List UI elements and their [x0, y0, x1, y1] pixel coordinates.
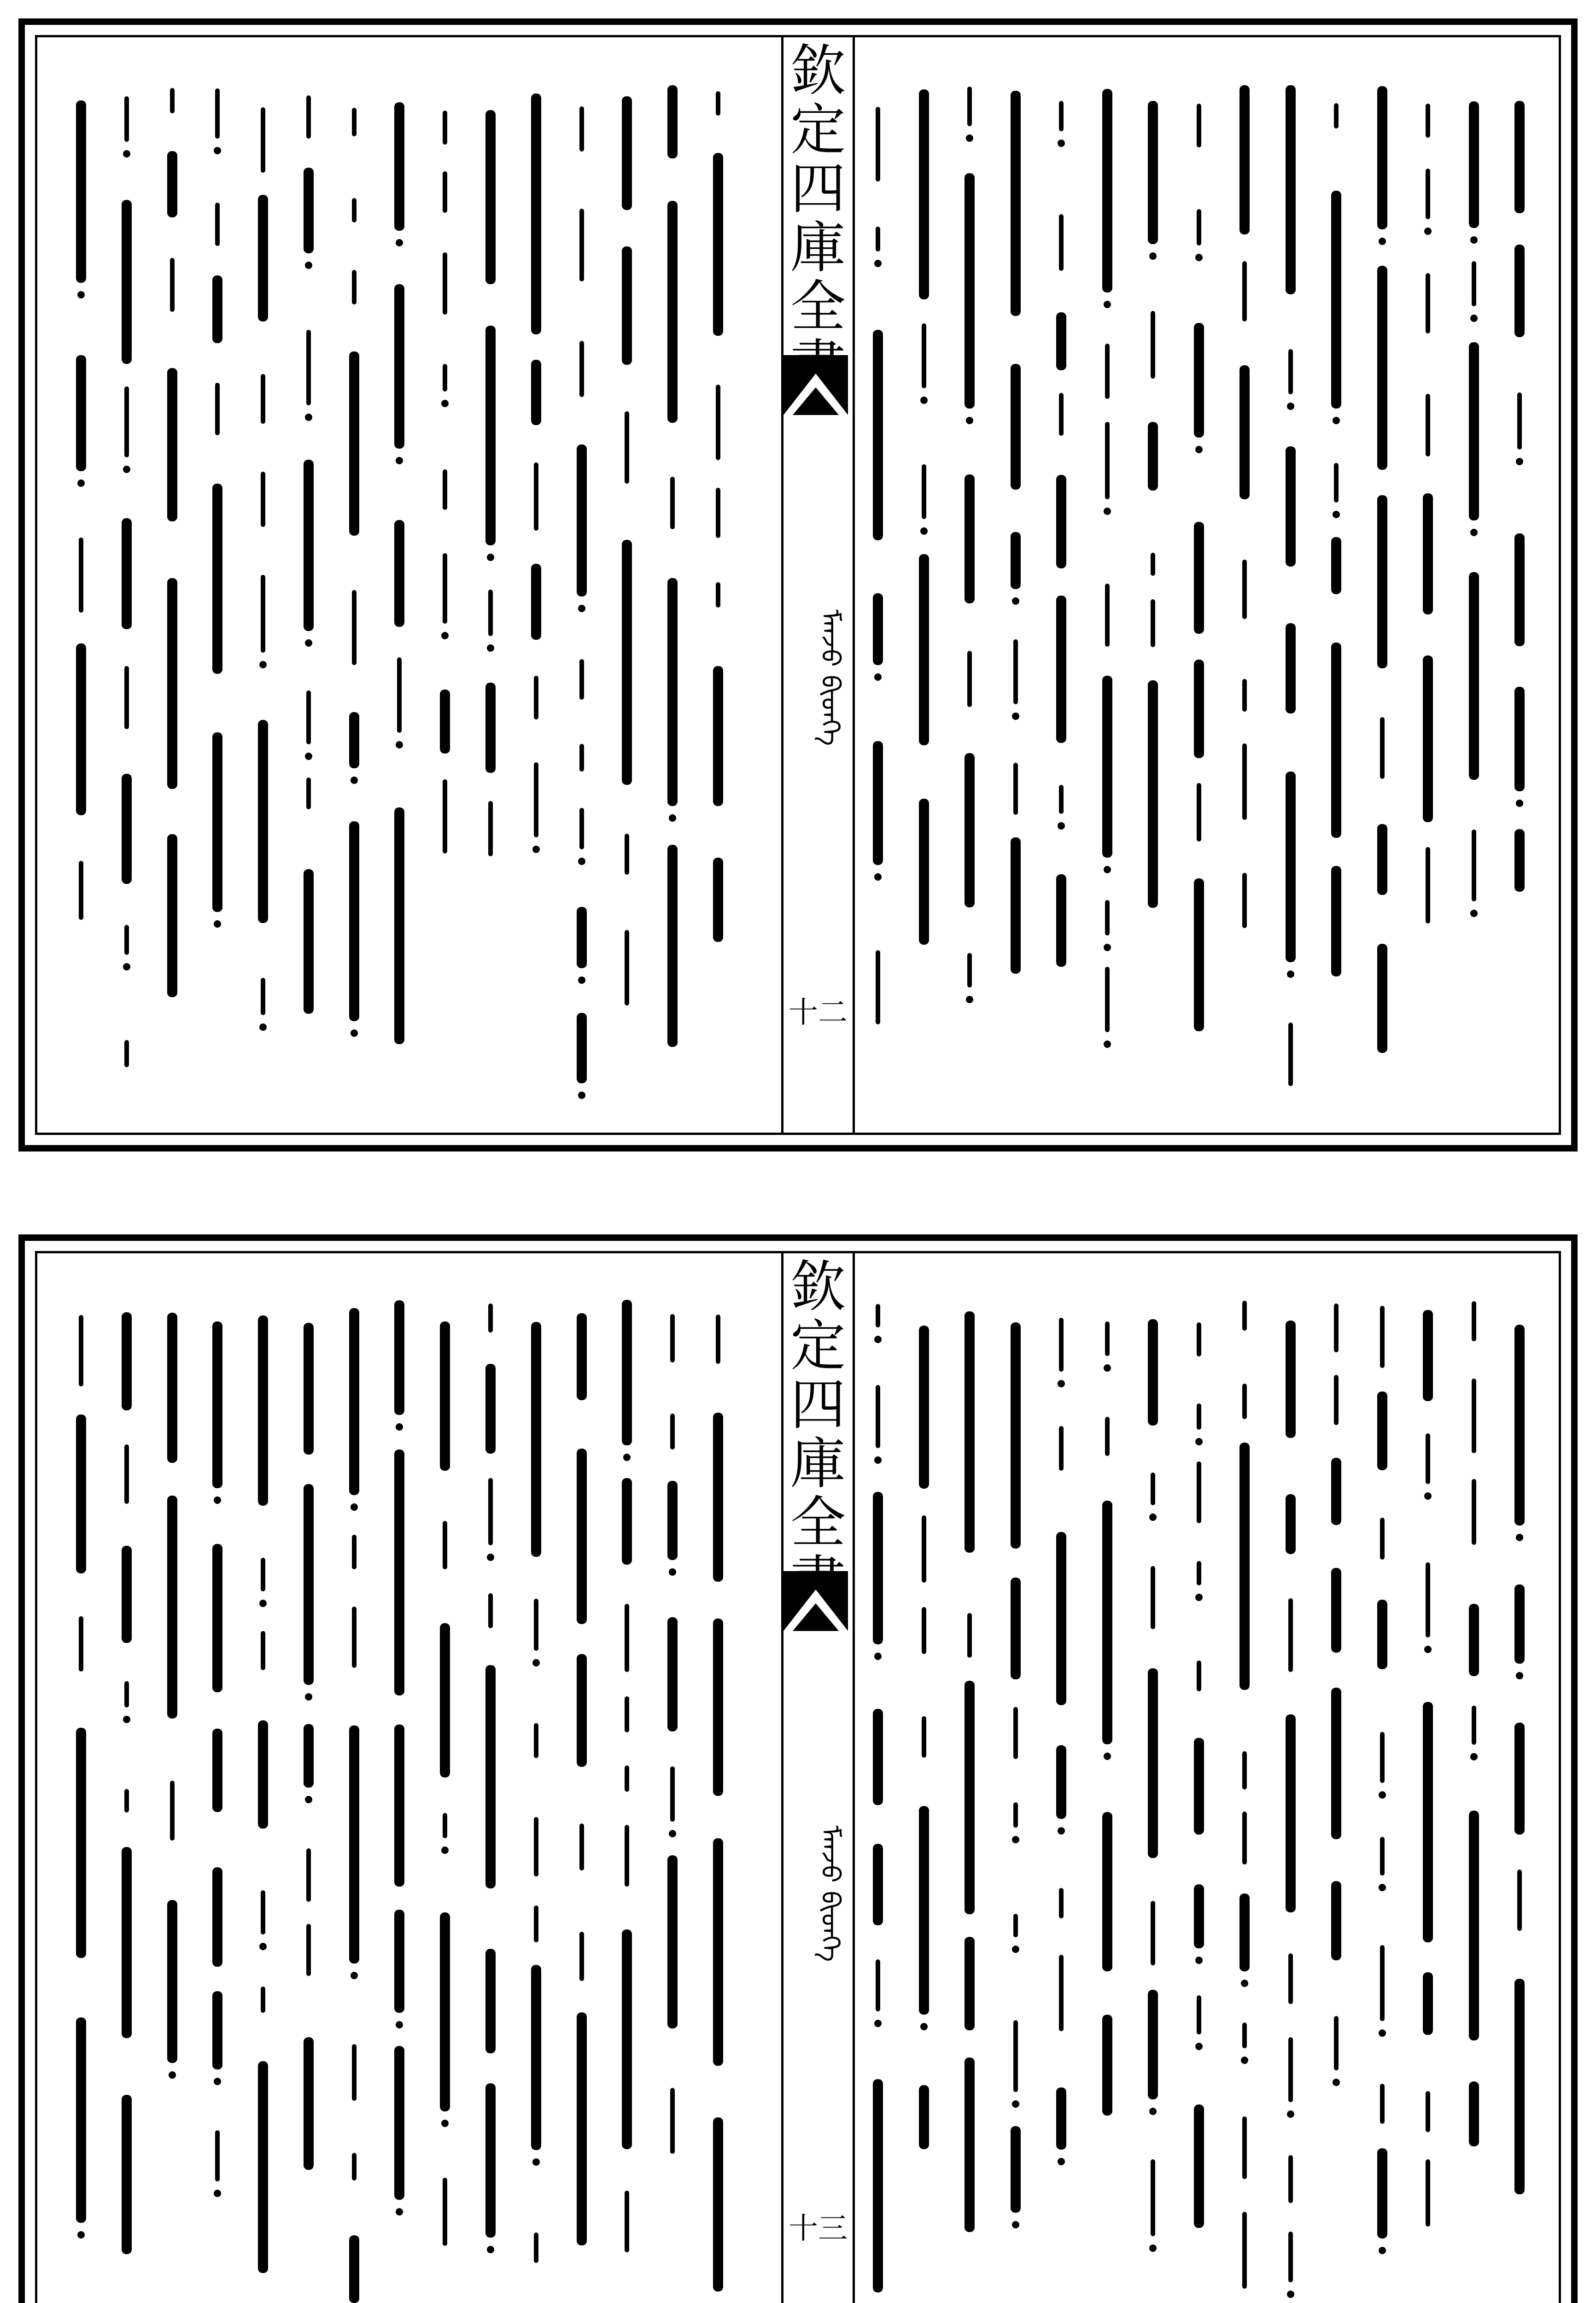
manchu-script-column: [1412, 1281, 1444, 2303]
manchu-script-column: [338, 1281, 370, 2303]
upper-right-text-columns: [862, 65, 1536, 1105]
manchu-script-column: [247, 65, 279, 1105]
lower-page-frame: [18, 1234, 1578, 2303]
manchu-script-column: [862, 1281, 894, 2303]
manchu-script-column: [1503, 65, 1536, 1105]
manchu-script-column: [156, 65, 188, 1105]
title-char: 全: [790, 1491, 846, 1555]
manchu-script-column: [292, 65, 325, 1105]
manchu-script-column: [156, 1281, 188, 2303]
manchu-script-column: [566, 65, 598, 1105]
upper-center-meta: ᠮᠠᠨᠵᠤ ᠪᠢᠳᠬᠡ: [815, 609, 845, 746]
upper-center-strip: [781, 37, 855, 1133]
manchu-script-column: [953, 65, 986, 1105]
manchu-script-column: [1320, 1281, 1352, 2303]
manchu-script-column: [65, 1281, 97, 2303]
manchu-script-column: [474, 65, 507, 1105]
manchu-script-column: [1412, 65, 1444, 1105]
manchu-script-column: [1091, 1281, 1123, 2303]
manchu-script-column: [1183, 65, 1215, 1105]
manchu-script-column: [383, 65, 415, 1105]
lower-center-meta: ᠮᠠᠨᠵᠤ ᠪᠢᠳᠬᠡ: [815, 1825, 845, 1962]
lower-left-text-columns: [65, 1281, 734, 2303]
manchu-script-column: [1228, 65, 1261, 1105]
title-char: 全: [790, 275, 846, 339]
manchu-script-column: [611, 65, 643, 1105]
manchu-script-column: [566, 1281, 598, 2303]
manchu-script-column: [656, 1281, 689, 2303]
manchu-script-column: [1503, 1281, 1536, 2303]
upper-page-frame: [18, 18, 1578, 1152]
upper-left-text-columns: [65, 65, 734, 1105]
manchu-script-column: [201, 65, 234, 1105]
manchu-script-column: [1366, 1281, 1398, 2303]
title-char: 欽: [790, 1255, 846, 1319]
title-char: 四: [790, 1373, 846, 1437]
manchu-script-column: [908, 1281, 940, 2303]
manchu-script-column: [383, 1281, 415, 2303]
manchu-script-column: [1458, 65, 1490, 1105]
upper-page-number: 十二: [789, 996, 848, 1030]
manchu-script-column: [201, 1281, 234, 2303]
lower-center-strip: [781, 1253, 855, 2303]
manchu-script-column: [1091, 65, 1123, 1105]
manchu-script-column: [474, 1281, 507, 2303]
manchu-script-column: [292, 1281, 325, 2303]
upper-inner-frame: [35, 35, 1561, 1135]
manchu-script-column: [429, 65, 461, 1105]
lower-right-text-columns: [862, 1281, 1536, 2303]
manchu-script-column: [1366, 65, 1398, 1105]
manchu-script-column: [1000, 1281, 1032, 2303]
manchu-script-column: [656, 65, 689, 1105]
manchu-script-column: [520, 65, 552, 1105]
title-char: 定: [790, 98, 846, 162]
lower-page-number: 十三: [789, 2212, 848, 2246]
manchu-script-column: [111, 1281, 143, 2303]
manchu-script-column: [338, 65, 370, 1105]
manchu-script-column: [1320, 65, 1352, 1105]
lower-inner-frame: [35, 1251, 1561, 2303]
manchu-script-column: [247, 1281, 279, 2303]
title-char: 欽: [790, 39, 846, 103]
manchu-script-column: [1137, 65, 1169, 1105]
manchu-script-column: [1000, 65, 1032, 1105]
manchu-script-column: [702, 1281, 734, 2303]
manchu-script-column: [1183, 1281, 1215, 2303]
manchu-script-column: [65, 65, 97, 1105]
manchu-script-column: [1137, 1281, 1169, 2303]
manchu-script-column: [429, 1281, 461, 2303]
manchu-script-column: [1228, 1281, 1261, 2303]
title-char: 庫: [790, 1432, 846, 1496]
manchu-script-column: [702, 65, 734, 1105]
fishtail-ornament: [783, 355, 848, 415]
manchu-script-column: [1045, 1281, 1077, 2303]
title-char: 庫: [790, 216, 846, 280]
title-char: 定: [790, 1314, 846, 1378]
manchu-script-column: [1274, 1281, 1307, 2303]
fishtail-ornament: [783, 1571, 848, 1631]
manchu-script-column: [862, 65, 894, 1105]
manchu-script-column: [520, 1281, 552, 2303]
manchu-script-column: [1458, 1281, 1490, 2303]
manchu-script-column: [111, 65, 143, 1105]
upper-center-title: [783, 39, 853, 396]
manchu-script-column: [953, 1281, 986, 2303]
manchu-script-column: [1045, 65, 1077, 1105]
title-char: 四: [790, 157, 846, 221]
manchu-script-column: [1274, 65, 1307, 1105]
manchu-script-column: [908, 65, 940, 1105]
manchu-script-column: [611, 1281, 643, 2303]
lower-center-title: [783, 1255, 853, 1612]
